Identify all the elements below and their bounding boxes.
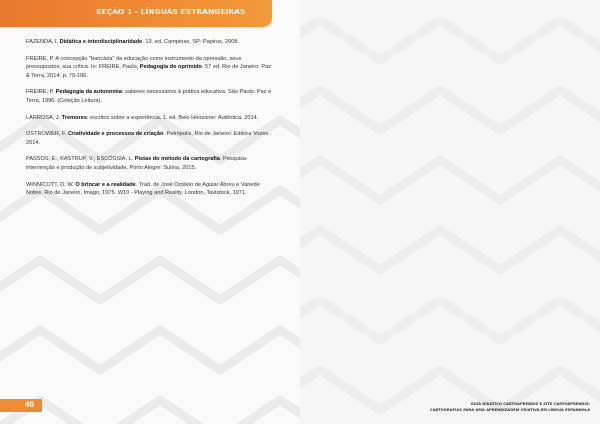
reference-item: WINNICOTT, D. W. O brincar e a realidade. Trad. de José Octávio de Aguiar Abreu e Vanede Nobre. Rio de Janeiro, Imago, 1975. W10 - Playing and Reality. London, Tavistock, 1971.: [26, 181, 260, 197]
page-number-band: [0, 399, 42, 412]
section-title: SEÇÃO 1 - LÍNGUAS ESTRANGEIRAS: [96, 7, 246, 16]
right-page: [300, 0, 600, 424]
footer-line-guide: GUIA DIDÁTICO CARTOAPRENDIZ E SITE CARTOAPRENDIZ:: [470, 402, 590, 406]
references-list: [26, 38, 276, 206]
page-number: 46: [25, 400, 34, 409]
reference-item: FAZENDA, I. Didática e interdisciplinaridade. 13. ed. Campinas, SP: Papirus, 2008.: [26, 39, 239, 45]
background-pattern: [300, 0, 600, 424]
reference-item: FREIRE, P. Pedagogia da autonomia: saberes necessários à prática educativa. São Paulo: Paz e Terra, 1996. (Coleção Leitura).: [26, 89, 272, 104]
reference-item: FREIRE, P. A concepção "bancária" da educação como instrumento da opressão, seus pressupostos, sua crítica. In: FREIRE, Paulo. Pedagogia do oprimido. 57 ed. Rio de Janeiro: Paz & Terra, 2014. p. 79-106.: [26, 55, 271, 79]
reference-item: LARROSA, J. Tremores: escritos sobre a experiência. 1. ed. Belo Horizonte: Autêntica, 2014.: [26, 114, 259, 121]
footer-line-subtitle: CARTOGRAFIAS PARA UMA APRENDIZAGEM CRIATIVA EM LÍNGUA ESPANHOLA: [429, 408, 590, 412]
footer-credit: [430, 401, 590, 413]
reference-item: PASSOS, E.; KASTRUP, V.; ESCÓSSIA, L. Pistas do método da cartografia: Pesquisa-intervenção e produção de subjetividade. Porto Alegre: Sulina, 2015.: [26, 156, 248, 171]
reference-item: OSTROWER, F. Criatividade e processos de criação. Petrópolis, Rio de Janeiro: Editora Vozes. 2014.: [26, 131, 270, 146]
